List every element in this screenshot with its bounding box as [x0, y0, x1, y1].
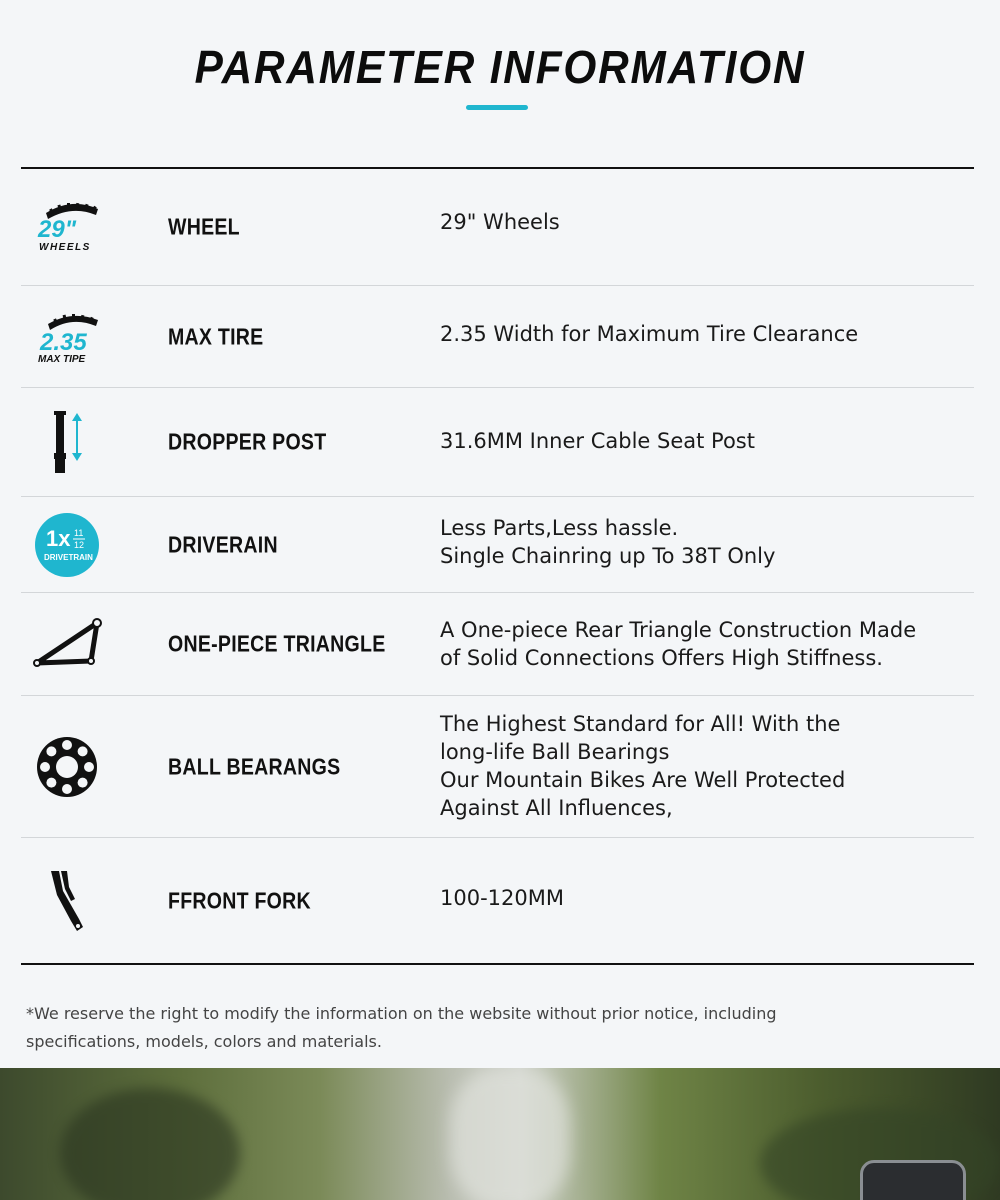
max-tire-icon-number: 2.35	[40, 328, 87, 356]
parameter-row-ball-bearings	[21, 696, 974, 838]
parameter-value-line: 100-120MM	[440, 885, 564, 910]
parameter-value-line: of Solid Connections Offers High Stiffness.	[440, 646, 883, 670]
parameter-value	[440, 884, 964, 912]
parameter-name: ONE-PIECE TRIANGLE	[168, 630, 386, 657]
title-accent-bar	[466, 105, 528, 110]
drivetrain-icon	[21, 497, 113, 592]
parameter-value-line: The Highest Standard for All! With the	[440, 711, 841, 736]
drivetrain-icon-top: 11	[74, 527, 84, 538]
wheel-icon-number: 29"	[38, 216, 77, 243]
parameter-name: MAX TIRE	[168, 323, 264, 349]
parameter-value	[440, 710, 964, 822]
parameter-row-one-piece-triangle	[21, 593, 974, 696]
parameter-name: WHEEL	[168, 213, 240, 240]
parameter-name: DRIVERAIN	[168, 531, 278, 557]
parameter-value	[440, 208, 964, 236]
max-tire-icon	[21, 286, 113, 387]
front-fork-icon	[21, 838, 113, 963]
page-title: PARAMETER INFORMATION	[194, 41, 806, 93]
parameter-value-line: long-life Ball Bearings	[440, 739, 670, 764]
bike-part-image	[860, 1160, 966, 1200]
parameter-value	[440, 514, 964, 570]
parameter-value	[440, 616, 964, 672]
bike-photo	[0, 1068, 1000, 1200]
max-tire-icon-caption: MAX TIPE	[38, 353, 86, 365]
parameter-value-line: 31.6MM Inner Cable Seat Post	[440, 429, 755, 453]
parameter-name: FFRONT FORK	[168, 887, 311, 913]
parameter-row-front-fork	[21, 838, 974, 963]
dropper-post-icon	[21, 388, 113, 496]
wheel-icon-caption: WHEELS	[39, 242, 91, 253]
parameter-table	[21, 167, 974, 965]
parameter-value-line: Single Chainring up To 38T Only	[440, 543, 776, 568]
parameter-row-max-tire	[21, 286, 974, 388]
disclaimer-line: *We reserve the right to modify the information on the website without prior notice, including	[26, 1004, 777, 1023]
parameter-name: DROPPER POST	[168, 428, 327, 455]
drivetrain-icon-ratio: 1x	[46, 525, 71, 551]
wheel-29-icon	[21, 169, 113, 285]
parameter-value-line: Against All Influences,	[440, 795, 673, 820]
disclaimer	[26, 1000, 826, 1056]
parameter-value-line: Our Mountain Bikes Are Well Protected	[440, 767, 846, 792]
parameter-row-dropper-post	[21, 388, 974, 497]
parameter-value-line: 29" Wheels	[440, 210, 560, 234]
parameter-row-wheel	[21, 169, 974, 286]
parameter-name: BALL BEARANGS	[168, 753, 341, 779]
drivetrain-icon-bottom: 12	[74, 539, 85, 550]
parameter-value-line: Less Parts,Less hassle.	[440, 515, 679, 540]
ball-bearing-icon	[21, 696, 113, 837]
triangle-frame-icon	[21, 593, 113, 695]
parameter-row-drivetrain	[21, 497, 974, 593]
drivetrain-icon-caption: DRIVETRAIN	[44, 552, 93, 562]
disclaimer-line: specifications, models, colors and materials.	[26, 1032, 382, 1051]
parameter-value-line: A One-piece Rear Triangle Construction Made	[440, 618, 917, 642]
parameter-value-line: 2.35 Width for Maximum Tire Clearance	[440, 321, 859, 346]
parameter-value	[440, 427, 964, 455]
parameter-value	[440, 320, 964, 348]
